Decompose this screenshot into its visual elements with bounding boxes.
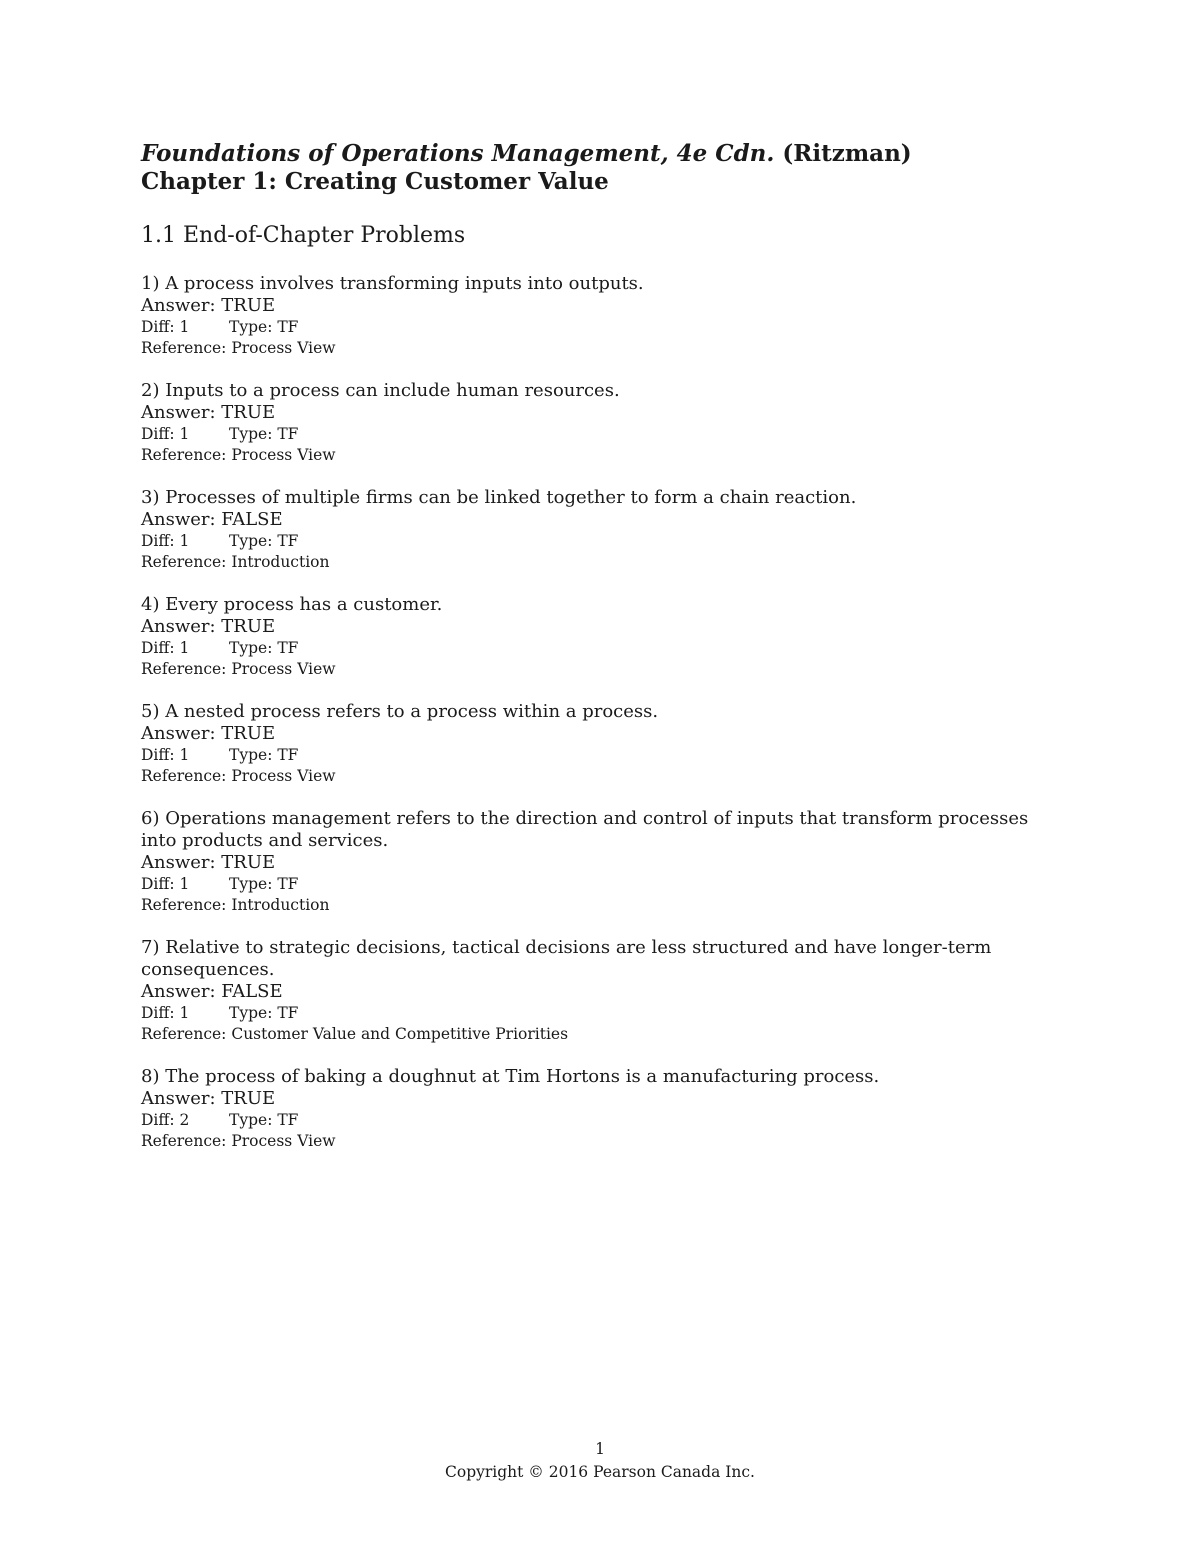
question-item [141, 701, 1041, 787]
reference-label: Reference: [141, 339, 232, 357]
question-item [141, 273, 1041, 359]
diff-label: Diff: [141, 875, 180, 893]
type-value: TF [277, 746, 299, 764]
diff-label: Diff: [141, 746, 180, 764]
type-value: TF [277, 425, 299, 443]
reference-value: Introduction [231, 896, 330, 914]
reference-label: Reference: [141, 896, 232, 914]
diff-label: Diff: [141, 639, 180, 657]
question-item [141, 937, 1041, 1045]
reference-label: Reference: [141, 553, 232, 571]
question-difficulty-type [141, 1003, 1041, 1024]
answer-value: TRUE [221, 295, 276, 316]
book-author: (Ritzman) [774, 140, 912, 167]
type-label: Type: [229, 1004, 278, 1022]
type-label: Type: [229, 746, 278, 764]
answer-value: TRUE [221, 616, 276, 637]
book-title-line [141, 140, 1041, 168]
question-reference [141, 895, 1041, 916]
diff-value: 1 [179, 875, 190, 893]
diff-value: 1 [179, 639, 190, 657]
book-title: Foundations of Operations Management, 4e Cdn. [141, 140, 775, 167]
question-answer [141, 616, 1041, 638]
reference-label: Reference: [141, 660, 232, 678]
reference-value: Process View [231, 339, 336, 357]
page-content [141, 140, 1041, 1173]
question-text: 6) Operations management refers to the direction and control of inputs that transform processes into products and services. [141, 808, 1029, 851]
question-text: 8) The process of baking a doughnut at Tim Hortons is a manufacturing process. [141, 1066, 880, 1087]
question-item [141, 594, 1041, 680]
diff-label: Diff: [141, 318, 180, 336]
diff-label: Diff: [141, 1111, 180, 1129]
question-difficulty-type [141, 317, 1041, 338]
reference-value: Process View [231, 1132, 336, 1150]
question-text: 4) Every process has a customer. [141, 594, 443, 615]
answer-label: Answer: [141, 723, 222, 744]
type-value: TF [277, 639, 299, 657]
copyright-notice: Copyright © 2016 Pearson Canada Inc. [445, 1463, 755, 1481]
question-difficulty-type [141, 745, 1041, 766]
type-value: TF [277, 532, 299, 550]
reference-value: Customer Value and Competitive Priorities [231, 1025, 569, 1043]
answer-value: TRUE [221, 852, 276, 873]
type-value: TF [277, 1004, 299, 1022]
type-value: TF [277, 1111, 299, 1129]
question-answer [141, 852, 1041, 874]
section-heading: 1.1 End-of-Chapter Problems [141, 223, 466, 248]
diff-value: 2 [179, 1111, 190, 1129]
diff-value: 1 [179, 425, 190, 443]
type-label: Type: [229, 875, 278, 893]
reference-label: Reference: [141, 1025, 232, 1043]
question-reference [141, 445, 1041, 466]
question-reference [141, 552, 1041, 573]
answer-label: Answer: [141, 852, 222, 873]
diff-value: 1 [179, 1004, 190, 1022]
answer-label: Answer: [141, 402, 222, 423]
question-list [141, 273, 1041, 1152]
type-value: TF [277, 318, 299, 336]
chapter-title: Chapter 1: Creating Customer Value [141, 168, 609, 195]
answer-label: Answer: [141, 1088, 222, 1109]
diff-label: Diff: [141, 1004, 180, 1022]
reference-value: Process View [231, 767, 336, 785]
question-difficulty-type [141, 531, 1041, 552]
question-item [141, 1066, 1041, 1152]
question-difficulty-type [141, 874, 1041, 895]
answer-label: Answer: [141, 509, 222, 530]
answer-value: TRUE [221, 1088, 276, 1109]
question-reference [141, 766, 1041, 787]
question-answer [141, 1088, 1041, 1110]
type-value: TF [277, 875, 299, 893]
reference-value: Process View [231, 446, 336, 464]
answer-value: TRUE [221, 723, 276, 744]
question-item [141, 808, 1041, 916]
question-item [141, 487, 1041, 573]
question-reference [141, 1131, 1041, 1152]
reference-label: Reference: [141, 446, 232, 464]
question-difficulty-type [141, 638, 1041, 659]
answer-value: FALSE [221, 981, 283, 1002]
question-answer [141, 723, 1041, 745]
reference-label: Reference: [141, 1132, 232, 1150]
question-answer [141, 295, 1041, 317]
question-reference [141, 338, 1041, 359]
question-text: 7) Relative to strategic decisions, tactical decisions are less structured and have longer-term consequences. [141, 937, 992, 980]
type-label: Type: [229, 639, 278, 657]
diff-value: 1 [179, 318, 190, 336]
answer-label: Answer: [141, 981, 222, 1002]
page-number: 1 [595, 1440, 605, 1458]
diff-label: Diff: [141, 425, 180, 443]
question-text: 5) A nested process refers to a process within a process. [141, 701, 659, 722]
answer-label: Answer: [141, 295, 222, 316]
type-label: Type: [229, 1111, 278, 1129]
type-label: Type: [229, 318, 278, 336]
type-label: Type: [229, 532, 278, 550]
question-reference [141, 659, 1041, 680]
question-difficulty-type [141, 1110, 1041, 1131]
question-answer [141, 402, 1041, 424]
question-answer [141, 509, 1041, 531]
type-label: Type: [229, 425, 278, 443]
diff-value: 1 [179, 746, 190, 764]
question-item [141, 380, 1041, 466]
answer-label: Answer: [141, 616, 222, 637]
reference-value: Process View [231, 660, 336, 678]
question-reference [141, 1024, 1041, 1045]
question-answer [141, 981, 1041, 1003]
reference-label: Reference: [141, 767, 232, 785]
answer-value: FALSE [221, 509, 283, 530]
diff-label: Diff: [141, 532, 180, 550]
question-text: 1) A process involves transforming inputs into outputs. [141, 273, 644, 294]
question-text: 3) Processes of multiple firms can be linked together to form a chain reaction. [141, 487, 857, 508]
question-text: 2) Inputs to a process can include human resources. [141, 380, 620, 401]
diff-value: 1 [179, 532, 190, 550]
answer-value: TRUE [221, 402, 276, 423]
question-difficulty-type [141, 424, 1041, 445]
reference-value: Introduction [231, 553, 330, 571]
